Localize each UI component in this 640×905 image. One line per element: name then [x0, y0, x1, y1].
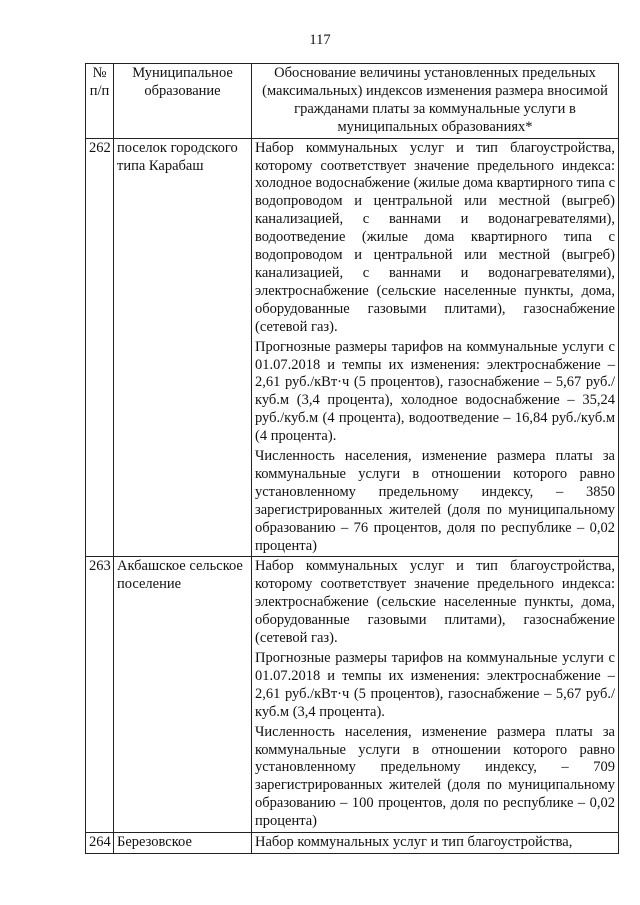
justification-cell	[252, 138, 619, 557]
header-justification: Обоснование величины установленных предельных (максимальных) индексов изменения размера вносимой гражданами платы за коммунальные услуги в муниципальных образованиях*	[252, 64, 619, 139]
row-number: 264	[86, 833, 114, 854]
justification-paragraph: Набор коммунальных услуг и тип благоустройства,	[255, 834, 573, 851]
row-number: 262	[86, 138, 114, 557]
justification-cell	[252, 557, 619, 833]
header-num: № п/п	[86, 64, 114, 139]
justification-paragraph: Прогнозные размеры тарифов на коммунальные услуги с 01.07.2018 и темпы их изменения: электроснабжение – 2,61 руб./кВт·ч (5 процентов), газоснабжение – 5,67 руб./куб.м (3,4 процента).	[255, 650, 615, 720]
row-number: 263	[86, 557, 114, 833]
municipality-name: Березовское	[114, 833, 252, 854]
justification-paragraph: Численность населения, изменение размера платы за коммунальные услуги в отношении которого равно установленному предельному индексу, – 709 зарегистрированных жителей (доля по муниципальному образованию – 100 процентов, доля по республике – 0,02 процента)	[255, 723, 615, 830]
header-municipality: Муниципальное образование	[114, 64, 252, 139]
table-row	[86, 138, 619, 557]
justification-paragraph: Набор коммунальных услуг и тип благоустройства, которому соответствует значение предельного индекса: холодное водоснабжение (жилые дома квартирного типа с водопроводом и центральной или местной (выгреб) канализацией, с ваннами и водонагревателями), водоотведение (жилые дома квартирного типа с водопроводом и центральной или местной (выгреб) канализацией, с ваннами и водонагревателями), электроснабжение (сельские населенные пункты, дома, оборудованные газовыми плитами), газоснабжение (сетевой газ).	[255, 139, 616, 335]
municipality-name: Акбашское сельское поселение	[114, 557, 252, 833]
municipal-index-table	[85, 63, 619, 854]
page-number: 117	[309, 32, 331, 48]
justification-paragraph: Набор коммунальных услуг и тип благоустройства, которому соответствует значение предельного индекса: электроснабжение (сельские населенные пункты, дома, оборудованные газовыми плитами), газоснабжение (сетевой газ).	[255, 558, 615, 647]
municipality-name: поселок городского типа Карабаш	[114, 138, 252, 557]
table-row	[86, 557, 619, 833]
table-header-row	[86, 64, 619, 139]
justification-cell	[252, 833, 619, 854]
justification-paragraph: Численность населения, изменение размера платы за коммунальные услуги в отношении которого равно установленному предельному индексу, – 3850 зарегистрированных жителей (доля по муниципальному образованию – 76 процентов, доля по республике – 0,02 процента)	[255, 448, 615, 554]
table-row	[86, 833, 619, 854]
justification-paragraph: Прогнозные размеры тарифов на коммунальные услуги с 01.07.2018 и темпы их изменения: электроснабжение – 2,61 руб./кВт·ч (5 процентов), газоснабжение – 5,67 руб./куб.м (3,4 процента), холодное водоснабжение – 35,24 руб./куб.м (4 процента), водоотведение – 16,84 руб./куб.м (4 процента).	[255, 338, 615, 445]
